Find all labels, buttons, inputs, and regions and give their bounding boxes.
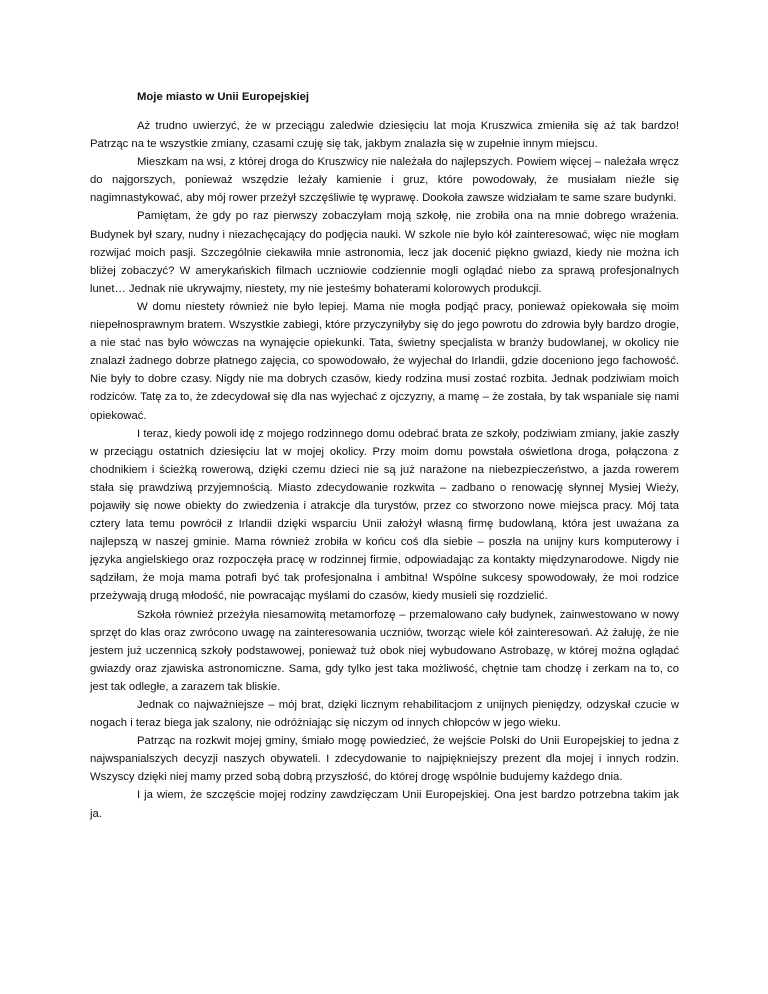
paragraph: I teraz, kiedy powoli idę z mojego rodzinnego domu odebrać brata ze szkoły, podziwiam zmiany, jakie zaszły w przeciągu ostatnich dziesięciu lat w mojej okolicy. Przy moim domu powstała oświetlona droga, połączona z chodnikiem i ścieżką rowerową, dzięki czemu dzieci nie są już narażone na niebezpieczeństwo, a jazda rowerem stała się prawdziwą przyjemnością. Miasto zdecydowanie rozkwita – zadbano o renowację słynnej Mysiej Wieży, pojawiły się nowe obiekty do zwiedzenia i atrakcje dla turystów, przez co stworzono nowe miejsca pracy. Mój tata cztery lata temu powrócił z Irlandii dzięki wsparciu Unii założył własną firmę budowlaną, która jest uważana za najlepszą w naszej gminie. Mama również zrobiła w końcu coś dla siebie – poszła na unijny kurs komputerowy i języka angielskiego oraz rozpoczęła pracę w rodzinnej firmie, odpowiadając za kontakty międzynarodowe. Nigdy nie sądziłam, że moja mama potrafi być tak profesjonalna i ambitna! Wspólne sukcesy spowodowały, że moi rodzice przeżywają drugą młodość, nie powracając myślami do czasów, kiedy musieli się rozdzielić. (90, 427, 679, 603)
paragraph: Aż trudno uwierzyć, że w przeciągu zaledwie dziesięciu lat moja Kruszwica zmieniła się aż tak bardzo! Patrząc na te wszystkie zmiany, czasami czuję się tak, jakbym znalazła się w zupełnie innym miejscu. (90, 120, 679, 151)
document-title: Moje miasto w Unii Europejskiej (137, 91, 310, 103)
paragraph: Pamiętam, że gdy po raz pierwszy zobaczyłam moją szkołę, nie zrobiła ona na mnie dobrego wrażenia. Budynek był szary, nudny i niezachęcający do podjęcia nauki. W szkole nie było kół zainteresować, więc nie mogłam rozwijać moich pasji. Szczególnie ciekawiła mnie astronomia, lecz jak docenić piękno gwiazd, kiedy nie można ich bliżej zobaczyć? W amerykańskich filmach uczniowie codziennie mogli oglądać niebo za sprawą profesjonalnych lunet… Jednak nie ukrywajmy, niestety, my nie jesteśmy bohaterami kolorowych produkcji. (90, 210, 679, 295)
paragraph: Jednak co najważniejsze – mój brat, dzięki licznym rehabilitacjom z unijnych pieniędzy, odzyskał czucie w nogach i teraz biega jak szalony, nie odróżniając się niczym od innych chłopców w jego wieku. (90, 699, 679, 730)
paragraph: Mieszkam na wsi, z której droga do Kruszwicy nie należała do najlepszych. Powiem więcej – należała wręcz do najgorszych, ponieważ wszędzie leżały kamienie i gruz, które powodowały, że musiałam nieźle się nagimnastykować, aby mój rower przeżył szczęśliwie tę wyprawę. Dookoła zawsze widziałam te same szare budynki. (90, 156, 679, 205)
document-page (90, 88, 679, 823)
paragraph: Patrząc na rozkwit mojej gminy, śmiało mogę powiedzieć, że wejście Polski do Unii Europejskiej to jedna z najwspanialszych decyzji naszych obywateli. I zdecydowanie to najpiękniejszy prezent dla mojej i innych rodzin. Wszyscy dzięki niej mamy przed sobą dobrą przyszłość, do której drogę wspólnie budujemy każdego dnia. (90, 735, 679, 784)
paragraph: W domu niestety również nie było lepiej. Mama nie mogła podjąć pracy, ponieważ opiekowała się moim niepełnosprawnym bratem. Wszystkie zabiegi, które przyczyniłyby się do jego powrotu do zdrowia były bardzo drogie, a nie stać nas było wówczas na wynajęcie opiekunki. Tata, świetny specjalista w branży budowlanej, w okolicy nie znalazł żadnego dobrze płatnego zajęcia, co spowodowało, że wyjechał do Irlandii, gdzie doceniono jego fachowość. Nie były to dobre czasy. Nigdy nie ma dobrych czasów, kiedy rodzina musi zostać rozbita. Jednak podziwiam moich rodziców. Tatę za to, że zdecydował się dla nas wyjechać z ojczyzny, a mamę – że została, by tak wspaniale się nami opiekować. (90, 300, 679, 422)
paragraph: I ja wiem, że szczęście mojej rodziny zawdzięczam Unii Europejskiej. Ona jest bardzo potrzebna takim jak ja. (90, 789, 679, 820)
paragraph: Szkoła również przeżyła niesamowitą metamorfozę – przemalowano cały budynek, zainwestowano w nowy sprzęt do klas oraz zwrócono uwagę na zainteresowania uczniów, tworząc wiele kół zainteresowań. Aż żałuję, że nie jestem już uczennicą szkoły podstawowej, ponieważ tuż obok niej wybudowano Astrobazę, w której można oglądać gwiazdy oraz zjawiska astronomiczne. Sama, gdy tylko jest taka możliwość, chętnie tam chodzę i zerkam na to, co jest tak odległe, a zarazem tak bliskie. (90, 608, 679, 693)
